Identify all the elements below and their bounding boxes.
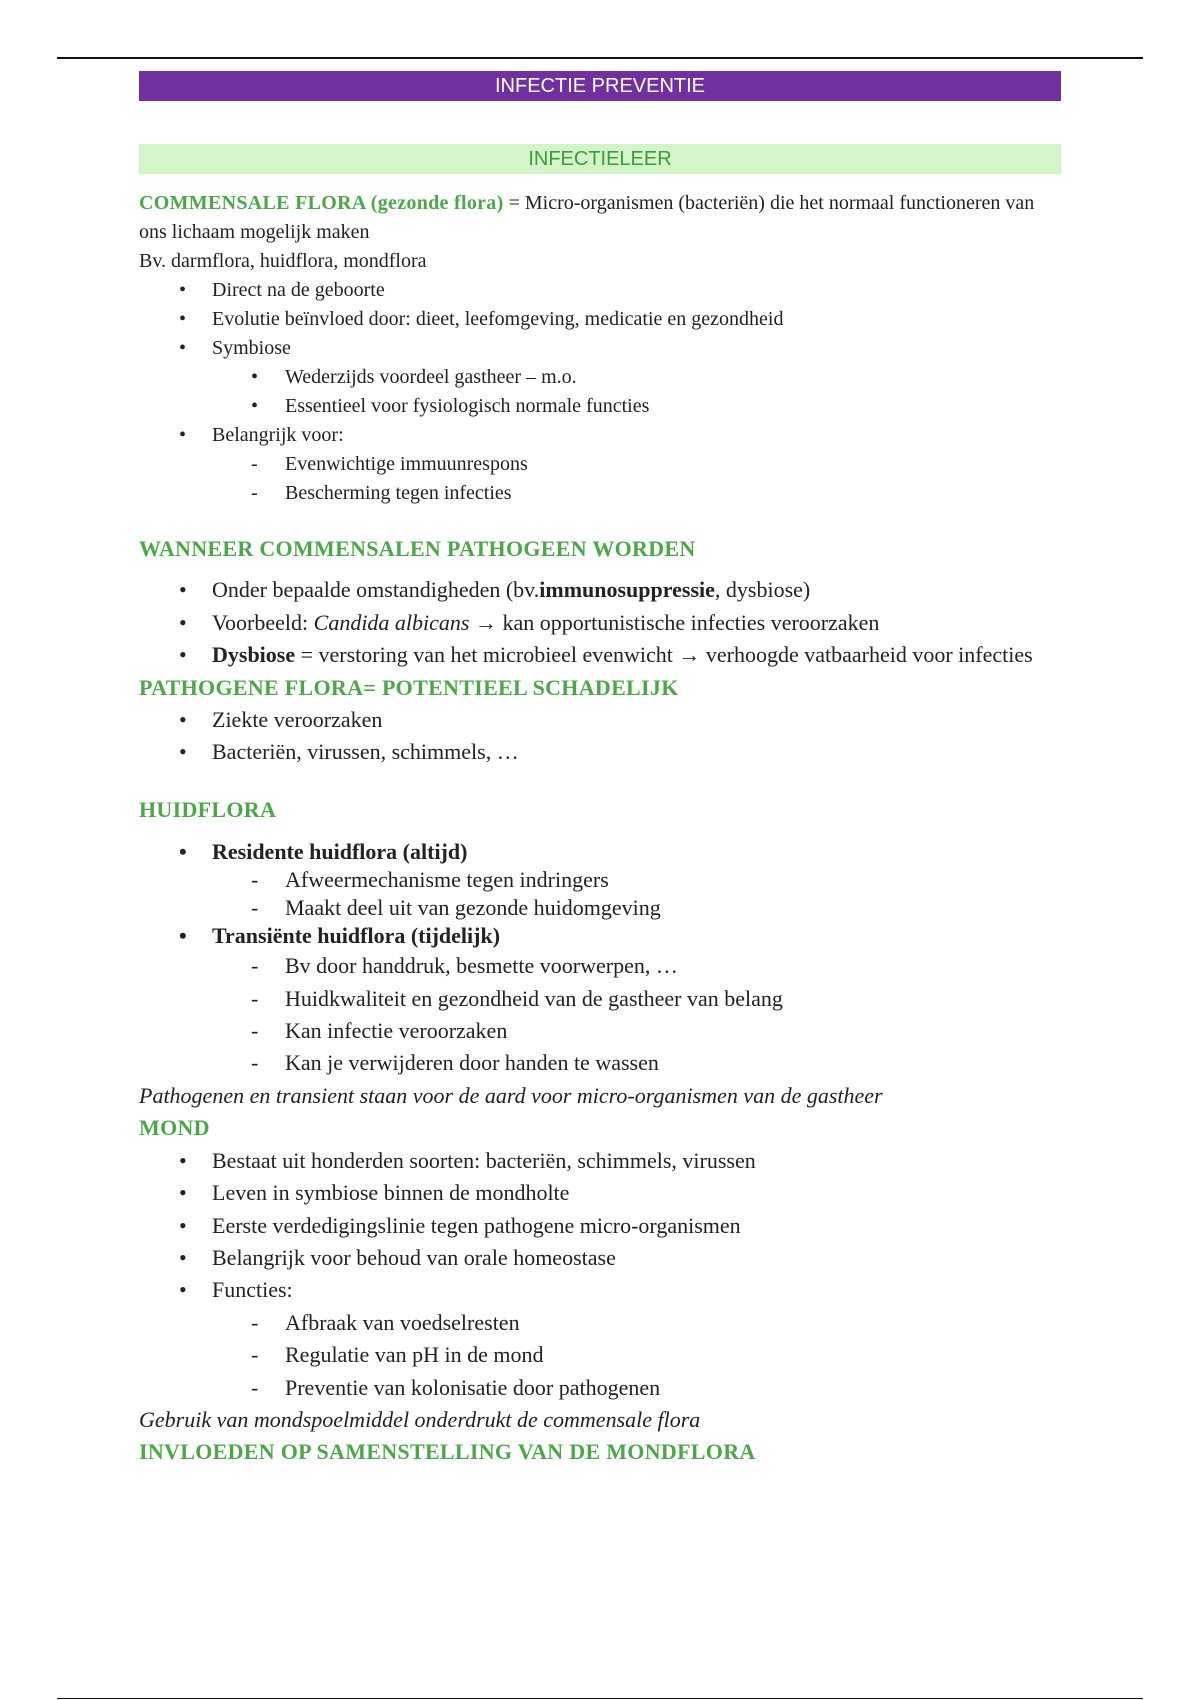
huidflora-list <box>139 838 1061 1080</box>
list-item: • Ziekte veroorzaken <box>139 704 1061 736</box>
list-subitem: - Maakt deel uit van gezonde huidomgeving <box>139 894 1061 922</box>
huidflora-heading: HUIDFLORA <box>139 796 277 822</box>
list-subitem: - Bv door handdruk, besmette voorwerpen, … <box>139 950 1061 982</box>
list-subitem: - Preventie van kolonisatie door pathogenen <box>139 1372 1061 1404</box>
list-item <box>139 639 1061 671</box>
list-subitem: • Essentieel voor fysiologisch normale functies <box>139 392 1061 421</box>
wanneer-heading: WANNEER COMMENSALEN PATHOGEEN WORDEN <box>139 536 696 561</box>
mond-list <box>139 1145 1061 1404</box>
list-item: • Bacteriën, virussen, schimmels, … <box>139 736 1061 768</box>
section-title: INFECTIELEER <box>139 144 1061 174</box>
list-subitem: - Evenwichtige immuunrespons <box>139 450 1061 479</box>
commensale-list <box>139 276 1061 508</box>
commensale-examples: Bv. darmflora, huidflora, mondflora <box>139 250 427 272</box>
bottom-rule <box>57 1698 1143 1699</box>
wanneer-list <box>139 574 1061 671</box>
list-subitem: • Wederzijds voordeel gastheer – m.o. <box>139 363 1061 392</box>
mond-note: Gebruik van mondspoelmiddel onderdrukt de commensale flora <box>139 1406 701 1432</box>
commensale-definition-text: = Micro-organismen (bacteriën) die het normaal functioneren van ons lichaam mogelijk maken <box>139 192 1035 243</box>
list-item: • Eerste verdedigingslinie tegen pathogene micro-organismen <box>139 1210 1061 1242</box>
document-content <box>139 71 1061 1469</box>
wanneer-item1-rest: , dysbiose) <box>714 577 811 603</box>
wanneer-item2-rest: → kan opportunistische infecties veroorzaken <box>469 609 880 635</box>
wanneer-item2-species: Candida albicans <box>313 609 470 635</box>
list-item: • Functies: <box>139 1274 1061 1306</box>
wanneer-item2-text: Voorbeeld: <box>212 609 314 635</box>
list-subitem: - Afbraak van voedselresten <box>139 1307 1061 1339</box>
list-subitem: - Afweermechanisme tegen indringers <box>139 866 1061 894</box>
top-rule <box>57 57 1143 59</box>
page-title: INFECTIE PREVENTIE <box>139 71 1061 101</box>
list-item: • Belangrijk voor: <box>139 421 1061 450</box>
wanneer-item3-rest: = verstoring van het microbieel evenwicht → verhoogde vatbaarheid voor infecties <box>295 642 1033 668</box>
list-item: • Symbiose <box>139 334 1061 363</box>
wanneer-item3-term: Dysbiose <box>212 642 296 668</box>
wanneer-section <box>139 533 1061 1469</box>
pathogene-list <box>139 704 1061 769</box>
list-item: • Residente huidflora (altijd) <box>139 838 1061 866</box>
commensale-section <box>139 189 1061 508</box>
list-item <box>139 607 1061 639</box>
list-item <box>139 574 1061 606</box>
list-item: • Direct na de geboorte <box>139 276 1061 305</box>
list-subitem: - Kan infectie veroorzaken <box>139 1015 1061 1047</box>
list-subitem: - Regulatie van pH in de mond <box>139 1339 1061 1371</box>
mond-heading: MOND <box>139 1115 210 1141</box>
wanneer-item1-term: immunosuppressie <box>539 577 715 603</box>
list-subitem: - Huidkwaliteit en gezondheid van de gastheer van belang <box>139 983 1061 1015</box>
list-subitem: - Kan je verwijderen door handen te wassen <box>139 1047 1061 1079</box>
pathogene-heading: PATHOGENE FLORA= POTENTIEEL SCHADELIJK <box>139 674 679 700</box>
huidflora-note: Pathogenen en transient staan voor de aard voor micro-organismen van de gastheer <box>139 1082 883 1108</box>
list-item: • Evolutie beïnvloed door: dieet, leefomgeving, medicatie en gezondheid <box>139 305 1061 334</box>
invloeden-heading: INVLOEDEN OP SAMENSTELLING VAN DE MONDFLORA <box>139 1439 756 1465</box>
list-item: • Belangrijk voor behoud van orale homeostase <box>139 1242 1061 1274</box>
list-subitem: - Bescherming tegen infecties <box>139 479 1061 508</box>
wanneer-item1-text: Onder bepaalde omstandigheden (bv. <box>212 577 540 603</box>
list-item: • Transiënte huidflora (tijdelijk) <box>139 922 1061 950</box>
list-item: • Bestaat uit honderden soorten: bacteriën, schimmels, virussen <box>139 1145 1061 1177</box>
list-item: • Leven in symbiose binnen de mondholte <box>139 1177 1061 1209</box>
commensale-definition <box>139 189 1061 247</box>
commensale-term: COMMENSALE FLORA (gezonde flora) <box>139 192 504 214</box>
